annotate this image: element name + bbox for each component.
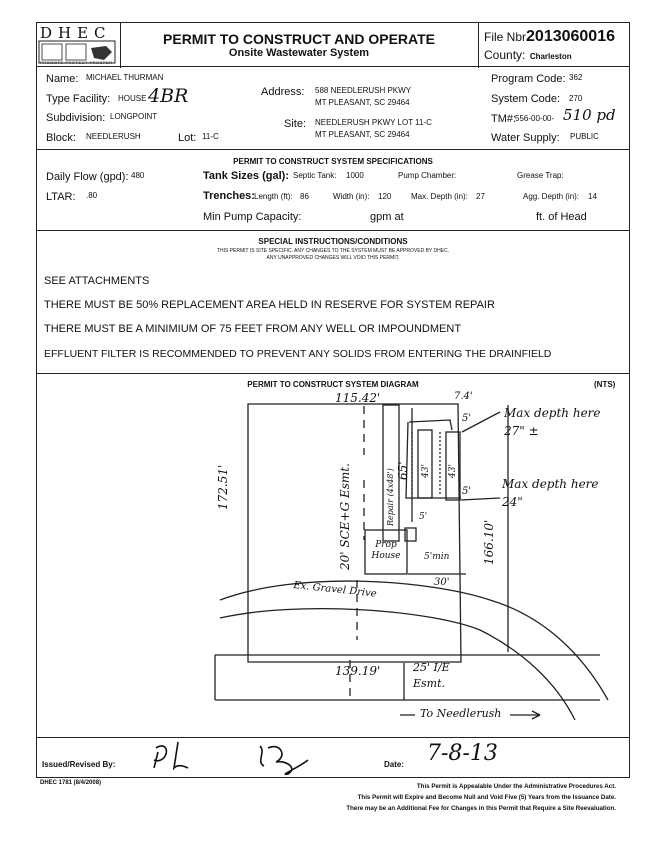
footer-note2: This Permit will Expire and Become Null and Void Five (5) Years from the Issuance Date. xyxy=(357,794,616,801)
dim-5-right-label: 5' xyxy=(462,486,472,497)
block-label: Block: xyxy=(46,132,76,144)
permit-subtitle: Onsite Wastewater System xyxy=(228,47,370,59)
right-dimension: 166.10' xyxy=(482,519,496,565)
specs-heading: PERMIT TO CONSTRUCT SYSTEM SPECIFICATIONS xyxy=(233,157,433,166)
address-label: Address: xyxy=(261,86,305,98)
dim-5-tank-label: 5' xyxy=(419,512,428,522)
agg-depth-value: 14 xyxy=(588,192,597,201)
max-depth-note2: Max depth here 24" xyxy=(502,477,599,509)
subdivision-value: LONGPOINT xyxy=(110,112,158,121)
length-value: 86 xyxy=(300,192,309,201)
daily-flow-value: 480 xyxy=(131,171,145,180)
tm-label: TM#: xyxy=(491,113,517,125)
subdivision-label: Subdivision: xyxy=(46,112,106,124)
instructions-heading: SPECIAL INSTRUCTIONS/CONDITIONS xyxy=(258,237,408,246)
logo-tagline: PROMOTE PROTECT PROSPER xyxy=(40,60,113,65)
width-value: 120 xyxy=(378,192,392,201)
diagram-nts: (NTS) xyxy=(594,380,616,389)
trenches-label: Trenches: xyxy=(203,190,255,202)
footer-note1: This Permit is Appealable Under the Administrative Procedures Act. xyxy=(416,783,616,790)
form-id: DHEC 1781 (8/4/2008) xyxy=(40,780,102,786)
min-pump-label: Min Pump Capacity: xyxy=(203,211,302,223)
site-line1: NEEDLERUSH PKWY LOT 11-C xyxy=(315,118,432,127)
dim-5-top-label: 5' xyxy=(462,413,472,424)
daily-flow-label: Daily Flow (gpd): xyxy=(46,171,129,183)
gpm-label: gpm at xyxy=(370,211,404,223)
road-label: To Needlerush xyxy=(420,707,502,720)
file-nbr xyxy=(484,28,615,46)
county xyxy=(484,46,572,64)
footer-note3: There may be an Additional Fee for Changes in this Permit that Require a Site Reevaluation. xyxy=(346,805,616,812)
water-supply-label: Water Supply: xyxy=(491,132,560,144)
max-depth-label: Max. Depth (in): xyxy=(411,192,468,201)
dhec-logo xyxy=(38,24,118,66)
tm-value: 556-00-00- xyxy=(515,114,555,123)
instruction-item: THERE MUST BE 50% REPLACEMENT AREA HELD IN RESERVE FOR SYSTEM REPAIR xyxy=(44,299,495,311)
type-facility-handwritten: 4BR xyxy=(148,85,189,107)
septic-tank-value: 1000 xyxy=(346,171,364,180)
block-value: NEEDLERUSH xyxy=(86,132,141,141)
septic-tank-label: Septic Tank: xyxy=(293,171,337,180)
file-nbr-label: File Nbr xyxy=(484,30,527,44)
header-divider-right xyxy=(478,22,479,68)
signature xyxy=(148,738,338,778)
address-line1: 588 NEEDLERUSH PKWY xyxy=(315,86,412,95)
dim-30-label: 30' xyxy=(434,577,450,588)
county-label: County: xyxy=(484,48,526,62)
type-facility-value: HOUSE xyxy=(118,94,147,103)
width-label: Width (in): xyxy=(333,192,370,201)
type-facility-label: Type Facility: xyxy=(46,93,111,105)
trench-right-label: 43' xyxy=(448,464,458,478)
site-line2: MT PLEASANT, SC 29464 xyxy=(315,130,410,139)
instructions-note2: ANY UNAPPROVED CHANGES WILL VOID THIS PERMIT. xyxy=(266,255,400,261)
house-label: Prop House xyxy=(371,540,401,561)
grease-trap-label: Grease Trap: xyxy=(517,171,564,180)
easement-label: 20' SCE+G Esmt. xyxy=(338,463,352,570)
dim-65-label: 65' xyxy=(396,461,410,480)
repair-label: Repair (4x48') xyxy=(386,468,395,526)
system-code-value: 270 xyxy=(569,94,583,103)
head-label: ft. of Head xyxy=(536,211,587,223)
top-dimension: 115.42' xyxy=(335,391,381,405)
instructions-bottom-rule xyxy=(36,373,630,374)
specs-bottom-rule xyxy=(36,230,630,231)
instructions-note1: THIS PERMIT IS SITE SPECIFIC. ANY CHANGES TO THE SYSTEM MUST BE APPROVED BY DHEC. xyxy=(216,248,450,254)
program-code-value: 362 xyxy=(569,73,583,82)
max-depth-note1: Max depth here 27" ± xyxy=(504,406,601,438)
site-label: Site: xyxy=(284,118,307,130)
file-nbr-value: 2013060016 xyxy=(526,28,615,45)
permit-title: PERMIT TO CONSTRUCT AND OPERATE xyxy=(163,31,435,47)
bottom-dimension: 139.19' xyxy=(335,664,381,678)
left-dimension: 172.51' xyxy=(216,464,230,510)
info-bottom-rule xyxy=(36,149,630,150)
ltar-label: LTAR: xyxy=(46,191,76,203)
drive-label: Ex. Gravel Drive xyxy=(292,580,378,600)
max-depth-value: 27 xyxy=(476,192,485,201)
instruction-item: SEE ATTACHMENTS xyxy=(44,275,150,287)
ie-easement-label: 25' I/E Esmt. xyxy=(413,661,450,690)
agg-depth-label: Agg. Depth (in): xyxy=(523,192,580,201)
diagram-heading: PERMIT TO CONSTRUCT SYSTEM DIAGRAM xyxy=(247,380,419,389)
pump-chamber-label: Pump Chamber: xyxy=(398,171,457,180)
lot-label: Lot: xyxy=(178,132,197,144)
trench-left-label: 43' xyxy=(421,464,431,478)
tank-sizes-label: Tank Sizes (gal): xyxy=(203,170,289,182)
instruction-item: THERE MUST BE A MINIMIUM OF 75 FEET FROM ANY WELL OR IMPOUNDMENT xyxy=(44,323,462,335)
address-line2: MT PLEASANT, SC 29464 xyxy=(315,98,410,107)
date-value: 7-8-13 xyxy=(427,741,498,766)
header-bottom-rule xyxy=(36,66,630,67)
instruction-item: EFFLUENT FILTER IS RECOMMENDED TO PREVENT ANY SOLIDS FROM ENTERING THE DRAINFIELD xyxy=(44,348,552,360)
lot-value: 11-C xyxy=(202,132,219,141)
county-value: Charleston xyxy=(529,52,572,61)
water-supply-value: PUBLIC xyxy=(570,132,599,141)
tm-handwritten: 510 pd xyxy=(563,106,616,124)
corner-dimension: 7.4' xyxy=(454,391,473,402)
five-min-label: 5'min xyxy=(424,552,450,562)
header-divider-left xyxy=(120,22,121,68)
issued-by-label: Issued/Revised By: xyxy=(42,760,116,769)
system-code-label: System Code: xyxy=(491,93,561,105)
name-label: Name: xyxy=(46,73,79,85)
logo-letters: DHEC xyxy=(40,24,112,42)
name-value: MICHAEL THURMAN xyxy=(86,73,164,82)
date-label: Date: xyxy=(384,760,405,769)
length-label: Length (ft): xyxy=(254,192,293,201)
ltar-value: .80 xyxy=(86,191,98,200)
program-code-label: Program Code: xyxy=(491,73,566,85)
